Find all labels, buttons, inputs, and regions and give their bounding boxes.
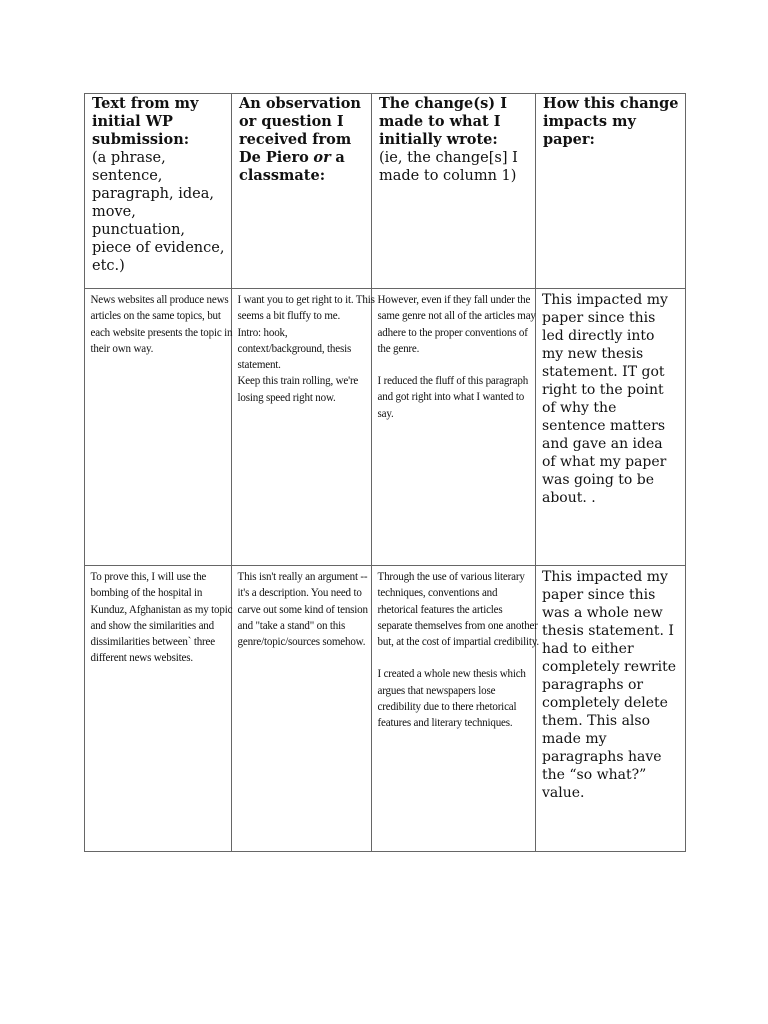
header-change-note: (ie, the change[s] I made to column 1) xyxy=(379,150,518,184)
header-cell-change xyxy=(372,94,536,289)
header-feedback-title-b: a classmate: xyxy=(239,149,345,184)
feedback-line: This isn't really an argument -- it's a description. You need to carve out some kind of tension and "take a stand" on this genre/topic/sources somehow. xyxy=(237,569,368,649)
feedback-cell xyxy=(232,566,372,852)
table-row xyxy=(85,566,686,852)
feedback-line: Intro: hook, context/background, thesis statement. xyxy=(237,324,352,372)
feedback-line: Keep this train rolling, we're losing speed right now. xyxy=(237,373,359,404)
header-feedback-or: or xyxy=(313,149,331,166)
change-cell xyxy=(372,566,539,852)
original-text: News websites all produce news articles on the same topics, but each website presents the topic in their own way. xyxy=(90,292,233,355)
impact-text: This impacted my paper since this led directly into my new thesis statement. IT got right to the point of why the sentence matters and gave an idea of what my paper was going to be about. . xyxy=(542,292,668,506)
revision-table xyxy=(84,93,686,852)
table-header-row xyxy=(85,94,686,289)
header-impact-title: How this change impacts my paper: xyxy=(543,95,679,148)
table-row xyxy=(85,289,686,566)
header-change-title: The change(s) I made to what I initially wrote: xyxy=(379,95,507,148)
original-text: To prove this, I will use the bombing of the hospital in Kunduz, Afghanistan as my topic and show the similarities and dissimilarities between` three different news websites. xyxy=(90,569,233,665)
change-paragraph: I created a whole new thesis which argues that newspapers lose credibility due to there rhetorical features and literary techniques. xyxy=(377,666,526,730)
header-cell-feedback xyxy=(232,94,372,289)
header-cell-original-text xyxy=(85,94,232,289)
impact-cell xyxy=(536,566,686,852)
feedback-cell xyxy=(232,289,375,566)
change-paragraph: Through the use of various literary techniques, conventions and rhetorical features the articles separate themselves from one another but, at the cost of impartial credibility. xyxy=(377,569,539,649)
original-text-cell xyxy=(85,289,232,566)
change-cell xyxy=(372,289,536,566)
header-original-text-note: (a phrase, sentence, paragraph, idea, move, punctuation, piece of evidence, etc.) xyxy=(92,150,225,274)
change-paragraph: However, even if they fall under the same genre not all of the articles may adhere to the proper conventions of the genre. xyxy=(377,292,536,355)
original-text-cell xyxy=(85,566,232,852)
header-cell-impact xyxy=(536,94,686,289)
impact-cell xyxy=(536,289,686,566)
impact-text: This impacted my paper since this was a whole new thesis statement. I had to either completely rewrite paragraphs or completely delete them. This also made my paragraphs have the “so what?” value. xyxy=(542,569,677,801)
change-paragraph: I reduced the fluff of this paragraph and got right into what I wanted to say. xyxy=(377,373,529,420)
feedback-line: I want you to get right to it. This seems a bit fluffy to me. xyxy=(237,292,375,323)
header-original-text-title: Text from my initial WP submission: xyxy=(92,95,199,148)
header-feedback-title-a: An observation or question I received from De Piero xyxy=(239,95,361,166)
